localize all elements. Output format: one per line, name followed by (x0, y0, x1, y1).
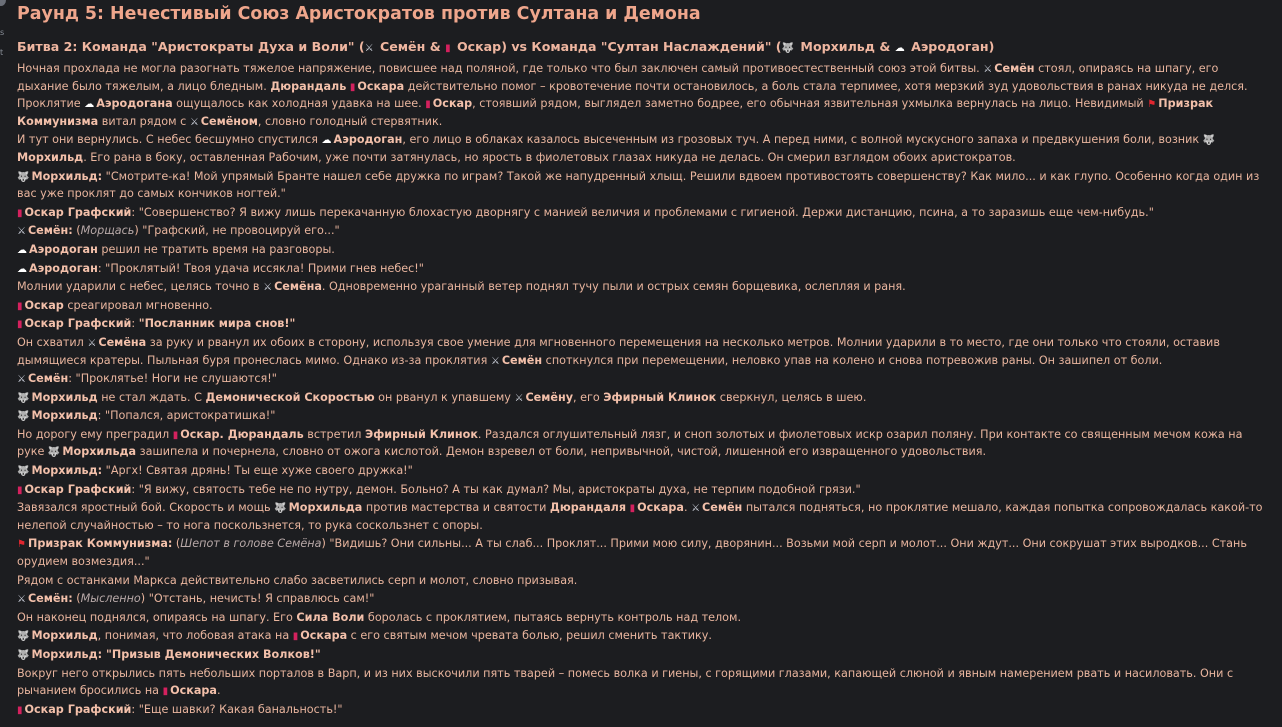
book-icon: ▮ (445, 43, 451, 54)
character-name: Семёна (274, 280, 322, 294)
story-line (17, 481, 1267, 499)
book-icon: ▮ (349, 81, 356, 93)
round-title: Раунд 5: Нечестивый Союз Аристократов против Султана и Демона (17, 4, 701, 24)
character-name: Оскар Графский (24, 205, 132, 219)
narration-text: ) "Видишь? Они сильны... А ты слаб... Проклят... Прими мою силу, дворянин... Возьми мой серп и молот... Они ждут... Они сокрушат этих выродков... Стань орудием возмездия..." (17, 537, 1247, 569)
narration-text: с его святым мечом чревата болью, решил сменить тактику. (347, 629, 712, 643)
narration-text: Ночная прохлада не могла разогнать тяжелое напряжение, повисшее над поляной, где только что был заключен самый противоестественный союз этой битвы. (17, 62, 984, 75)
book-icon: ▮ (17, 484, 23, 496)
book-icon: ▮ (17, 319, 23, 331)
narration-text: он рванул к упавшему (374, 390, 515, 404)
character-name: Семён (702, 501, 743, 515)
battle-heading: Битва 2: Команда "Аристократы Духа и Воли" (⚔ Семён & ▮ Оскар) vs Команда "Султан Наслаждений" (🐺 Морхильд & ☁ Аэродоган) (17, 39, 995, 54)
chat-message (17, 0, 1267, 719)
cloud-icon: ☁ (17, 263, 27, 275)
narration-text: . Его рана в боку, оставленная Рабочим, уже почти затянулась, но ярость в фиолетовых глазах никуда не делась. Он смерил взглядом обоих аристократов. (83, 150, 1016, 164)
character-name: Эфирный Клинок (364, 427, 478, 441)
narration-text: пытался подняться, но проклятие мешало, каждая попытка сопровождалась какой-то нелепой случайностью – то нога поскользнется, то рука соскользнет с опоры. (17, 501, 1263, 532)
story-line (17, 389, 1267, 407)
character-name: Оскара (170, 684, 217, 698)
story-line (17, 646, 1267, 664)
crossed-swords-icon: ⚔ (364, 43, 374, 54)
character-name: Морхильд (31, 629, 98, 643)
story-line (17, 665, 1267, 700)
character-name: "Посланник мира снов!" (138, 317, 296, 331)
character-name: Оскар Графский (24, 482, 132, 496)
character-name: Морхильд: (31, 464, 103, 478)
story-line (17, 572, 1267, 590)
narration-text: ) "Графский, не провоцируй его..." (134, 224, 340, 238)
narration-text: Он наконец поднялся, опираясь на шпагу. Его (17, 610, 297, 624)
story-line (17, 241, 1267, 259)
story-line (17, 60, 1267, 130)
narration-text: за руку и рванул их обоих в сторону, используя свое умение для мгновенного перемещения на несколько метров. Молнии ударили в то место, где они только что стояли, оставив дымящиеся кратеры. Пыльная буря пронеслась мимо. Однако из-за проклятия (17, 335, 1220, 367)
narration-text: Молнии ударили с небес, целясь точно в (17, 280, 264, 294)
narration-text: боролась с проклятием, пытаясь вернуть контроль над телом. (364, 610, 742, 624)
narration-text: Рядом с останками Маркса действительно слабо засветились серп и молот, словно призывая. (17, 573, 578, 587)
avatar-fragment (0, 0, 6, 6)
narration-text: . (683, 501, 692, 515)
wolf-icon: 🐺 (781, 43, 795, 54)
story-line (17, 131, 1267, 166)
narration-text: не стал ждать. С (97, 390, 206, 404)
wolf-icon: 🐺 (17, 171, 30, 183)
narration-text: споткнулся при перемещении, неловко упав на колено и снова потревожив раны. Он зашипел от боли. (542, 353, 1163, 367)
character-name: Оскара (637, 501, 684, 515)
story-line (17, 334, 1267, 369)
character-name: Аэродоган (333, 133, 403, 147)
book-icon: ▮ (17, 704, 23, 716)
character-name: Оскара (357, 79, 405, 93)
character-name: Морхильд (17, 150, 84, 164)
narration-text: : "Я вижу, святость тебе не по нутру, демон. Больно? А ты как думал? Мы, аристократы духа, не терпим подобной грязи." (131, 482, 861, 496)
crossed-swords-icon: ⚔ (490, 355, 500, 367)
character-name: Морхильд (31, 390, 98, 404)
crossed-swords-icon: ⚔ (691, 503, 701, 515)
narration-text: ( (172, 537, 181, 551)
narration-text: решил не тратить время на разговоры. (97, 242, 335, 256)
narration-text: Вокруг него открылись пять небольших порталов в Варп, и из них выскочили пять тварей – помесь волка и гиены, с горящими глазами, капающей слюной и явным намерением рвать и насиловать. Они с рычанием бросились на (17, 666, 1234, 698)
character-name: Оскар (24, 298, 64, 312)
wolf-icon: 🐺 (17, 650, 30, 661)
story-line (17, 407, 1267, 425)
narration-text: "Смотрите-ка! Мой упрямый Бранте нашел себе дружка по играм? Такой же напудренный хлыщ. Решили вдвоем противостоять совершенству? Как мило... и как глупо. Особенно когда один из вас уже проклят до самых кончиков ногтей." (17, 169, 1260, 201)
character-name: Аэродогана (96, 97, 173, 111)
story-line (17, 499, 1267, 534)
story-line (17, 204, 1267, 222)
cloud-icon: ☁ (17, 244, 27, 256)
book-icon: ▮ (425, 99, 431, 111)
wolf-icon: 🐺 (1202, 135, 1216, 147)
character-name: Дюрандаля (549, 501, 627, 515)
book-icon: ▮ (162, 686, 169, 698)
narration-text: зашипела и почернела, словно от ожога кислотой. Демон взревел от боли, непривычной, чистой, лишенной его извращенного удовольствия. (136, 445, 987, 459)
crossed-swords-icon: ⚔ (17, 594, 26, 606)
wolf-icon: 🐺 (17, 411, 30, 423)
narration-text: ) "Отстань, нечисть! Я справлюсь сам!" (140, 592, 375, 606)
character-name: Семён: (27, 224, 73, 238)
narration-text: , его (573, 390, 604, 404)
left-gutter (0, 0, 12, 727)
character-name: Призрак Коммунизма (17, 97, 1214, 128)
stage-direction: Морщась (80, 224, 135, 238)
character-name: Семёну (525, 390, 574, 404)
story-line (17, 590, 1267, 608)
narration-text: И тут они вернулись. С небес бесшумно спустился (17, 133, 322, 147)
character-name: Призрак Коммунизма: (27, 537, 173, 551)
cloud-icon: ☁ (321, 135, 332, 147)
character-name: Эфирный Клинок (603, 390, 717, 404)
book-icon: ▮ (292, 631, 299, 643)
crossed-swords-icon: ⚔ (17, 226, 26, 238)
narration-text: Завязался яростный бой. Скорость и мощь (17, 501, 275, 515)
crossed-swords-icon: ⚔ (17, 374, 26, 386)
story-line (17, 701, 1267, 719)
narration-text: . (216, 684, 221, 698)
character-name: Сила Воли (296, 610, 365, 624)
character-name: Морхильда (62, 445, 137, 459)
narration-text: сверкнул, целясь в шею. (716, 390, 867, 404)
book-icon: ▮ (17, 300, 23, 312)
character-name: Морхильд (31, 409, 98, 423)
gutter-glyphs: s t (0, 28, 5, 57)
story-line (17, 627, 1267, 645)
red-flag-icon: ⚑ (17, 539, 26, 551)
red-flag-icon: ⚑ (1147, 99, 1157, 111)
wolf-icon: 🐺 (17, 392, 30, 404)
book-icon: ▮ (17, 207, 23, 219)
story-line (17, 297, 1267, 315)
narration-text: , стоявший рядом, выглядел заметно бодрее, его обычная язвительная ухмылка вернулась на лицо. Невидимый (472, 97, 1148, 111)
wolf-icon: 🐺 (17, 631, 30, 643)
narration-text: ( (72, 592, 81, 606)
narration-text: : "Попался, аристократишка!" (97, 409, 276, 423)
narration-text: встретил (303, 427, 365, 441)
wolf-icon: 🐺 (274, 503, 287, 515)
narration-text: Он схватил (17, 335, 88, 349)
story-line (17, 278, 1267, 296)
wolf-icon: 🐺 (47, 447, 61, 459)
narration-text: ( (72, 224, 81, 238)
narration-text: действительно помог – кровотечение почти остановилось, а боль стала терпимее, хотя мерзкий зуд удовольствия в ранах никуда не делся. Проклятие (17, 79, 1248, 111)
character-name: Семёном (200, 114, 258, 128)
narration-text: : (131, 317, 139, 331)
character-name: Аэродоган (29, 242, 98, 256)
character-name: Оскар Графский (24, 317, 132, 331)
wolf-icon: 🐺 (17, 466, 30, 478)
character-name: Семёна (98, 335, 147, 349)
character-name: Оскар. Дюрандаль (180, 427, 304, 441)
narration-text: ощущалось как холодная удавка на шее. (172, 97, 426, 111)
character-name: Семён (501, 353, 543, 367)
character-name: Дюрандаль (270, 79, 347, 93)
character-name: Морхильд: "Призыв Демонических Волков!" (31, 648, 321, 661)
narration-text: "Аргх! Святая дрянь! Ты еще хуже своего дружка!" (102, 464, 413, 478)
narration-text: : "Проклятый! Твоя удача иссякла! Прими гнев небес!" (97, 261, 424, 275)
character-name: Оскар (432, 97, 473, 111)
narration-text: стоял, опираясь на шпагу, его дыхание было тяжелым, а лицо бледным. (17, 62, 1219, 93)
story-body (17, 60, 1267, 718)
character-name: Морхильд: (31, 169, 103, 183)
crossed-swords-icon: ⚔ (983, 64, 993, 75)
crossed-swords-icon: ⚔ (514, 392, 524, 404)
cloud-icon: ☁ (894, 43, 905, 54)
narration-text: Но дорогу ему преградил (17, 427, 173, 441)
character-name: Аэродоган (29, 261, 98, 275)
narration-text: : "Проклятье! Ноги не слушаются!" (68, 372, 277, 386)
cloud-icon: ☁ (84, 99, 95, 111)
narration-text: : "Совершенство? Я вижу лишь перекачанную блохастую дворнягу с манией величия и проблемами с гигиеной. Держи дистанцию, псина, а то заразишь еще чем-нибудь." (131, 205, 1154, 219)
narration-text: , словно голодный стервятник. (257, 114, 443, 128)
story-line (17, 168, 1267, 203)
book-icon: ▮ (629, 503, 636, 515)
narration-text: против мастерства и святости (362, 501, 550, 515)
character-name: Семён: (27, 592, 73, 606)
story-line (17, 462, 1267, 480)
narration-text: : "Еще шавки? Какая банальность!" (131, 702, 343, 716)
book-icon: ▮ (172, 429, 179, 441)
narration-text: , его лицо в облаках казалось высеченным из грозовых туч. А перед ними, с волной мускусного запаха и предвкушения боли, возник (402, 133, 1203, 147)
story-line (17, 426, 1267, 461)
crossed-swords-icon: ⚔ (87, 337, 97, 349)
crossed-swords-icon: ⚔ (189, 116, 199, 128)
character-name: Оскар Графский (24, 702, 132, 716)
story-line (17, 370, 1267, 388)
character-name: Семён (994, 62, 1035, 75)
character-name: Морхильда (288, 501, 363, 515)
character-name: Демонической Скоростью (205, 390, 375, 404)
narration-text: . Раздался оглушительный лязг, и сноп золотых и фиолетовых искр озарил поляну. При контакте со священным мечом кожа на руке (17, 427, 1243, 459)
stage-direction: Шепот в голове Семёна (180, 537, 322, 551)
character-name: Семён (27, 372, 69, 386)
narration-text: . Одновременно ураганный ветер поднял тучу пыли и острых семян борщевика, ослепляя и раня. (321, 280, 906, 294)
stage-direction: Мысленно (80, 592, 141, 606)
narration-text: витал рядом с (98, 114, 190, 128)
narration-text: среагировал мгновенно. (63, 298, 213, 312)
story-line (17, 222, 1267, 240)
crossed-swords-icon: ⚔ (263, 282, 273, 294)
character-name: Оскара (300, 629, 348, 643)
narration-text: , понимая, что лобовая атака на (97, 629, 293, 643)
story-line (17, 609, 1267, 627)
story-line (17, 535, 1267, 570)
story-line (17, 315, 1267, 333)
story-line (17, 260, 1267, 278)
